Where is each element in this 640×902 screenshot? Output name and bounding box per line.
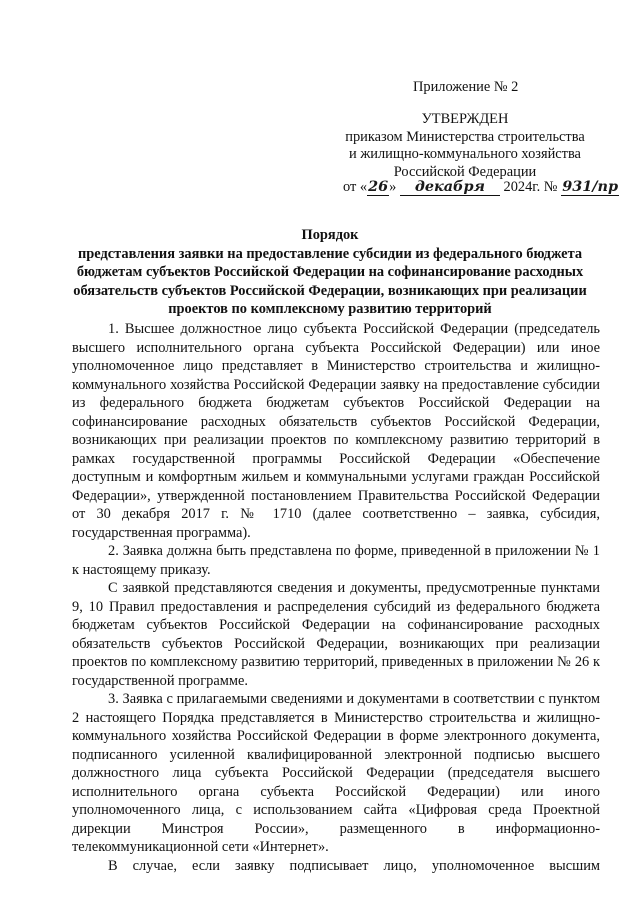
document-title: [60, 226, 600, 319]
approval-line-1: приказом Министерства строительства: [345, 128, 585, 145]
paragraph-2: 2. Заявка должна быть представлена по форме, приведенной в приложении № 1 к настоящему приказу.: [72, 543, 600, 578]
paragraph-3: С заявкой представляются сведения и документы, предусмотренные пунктами 9, 10 Правил предоставления и распределения субсидий из федерального бюджета бюджетам субъектов Российской Федерации на софинансирование расходных обязательств субъектов Российской Федерации, возникающих при реализации проектов по комплексному развитию территорий, приведенных в приложении № 26 к государственной программе.: [72, 580, 600, 689]
title-line-4: обязательств субъектов Российской Федерации, возникающих при реализации: [73, 282, 587, 299]
approval-line-3: Российской Федерации: [393, 163, 537, 180]
paragraph-5: В случае, если заявку подписывает лицо, уполномоченное высшим: [108, 857, 600, 874]
paragraph-4: 3. Заявка с прилагаемыми сведениями и документами в соответствии с пунктом 2 настоящего Порядка представляется в Министерство строительства и жилищно-коммунального хозяйства Российской Федерации в форме электронного документа, подписанного усиленной квалифицированной электронной подписью высшего должностного лица субъекта Российской Федерации (председателя высшего исполнительного органа субъекта Российской Федерации) или иного уполномоченного лица, с использованием сайта «Цифровая среда Проектной дирекции Минстроя России», размещенного в информационно-телекоммуникационной сети «Интернет».: [72, 691, 600, 855]
title-line-1: Порядок: [301, 227, 359, 243]
approval-block: [330, 111, 600, 181]
date-prefix: от «: [343, 179, 368, 195]
appendix-label: Приложение № 2: [413, 79, 519, 95]
date-mid: »: [389, 179, 397, 195]
title-line-5: проектов по комплексному развитию территорий: [168, 301, 492, 317]
order-number: 931/пр: [562, 178, 619, 195]
date-day: 26: [368, 178, 389, 195]
title-line-2: представления заявки на предоставление субсидии из федерального бюджета: [77, 245, 583, 262]
approved-heading: УТВЕРЖДЕН: [421, 111, 509, 127]
title-line-3: бюджетам субъектов Российской Федерации на софинансирование расходных: [76, 264, 584, 280]
document-body: [72, 320, 600, 875]
date-month: декабря: [400, 178, 500, 196]
date-year-suffix: г. №: [532, 179, 558, 195]
approval-line-2: и жилищно-коммунального хозяйства: [349, 146, 581, 162]
date-year: 2024: [503, 179, 533, 195]
order-date-line: [343, 178, 619, 196]
paragraph-1: 1. Высшее должностное лицо субъекта Российской Федерации (председатель высшего исполнительного органа субъекта Российской Федерации) или иное уполномоченное лицо представляет в Министерство строительства и жилищно-коммунального хозяйства Российской Федерации заявку на предоставление субсидии из федерального бюджета бюджетам субъектов Российской Федерации на софинансирование расходных обязательств субъектов Российской Федерации, возникающих при реализации проектов по комплексному развитию территорий в рамках государственной программы Российской Федерации «Обеспечение доступным и комфортным жильем и коммунальными услугами граждан Российской Федерации», утвержденной постановлением Правительства Российской Федерации от 30 декабря 2017 г. № 1710 (далее соответственно – заявка, субсидия, государственная программа).: [72, 321, 600, 541]
